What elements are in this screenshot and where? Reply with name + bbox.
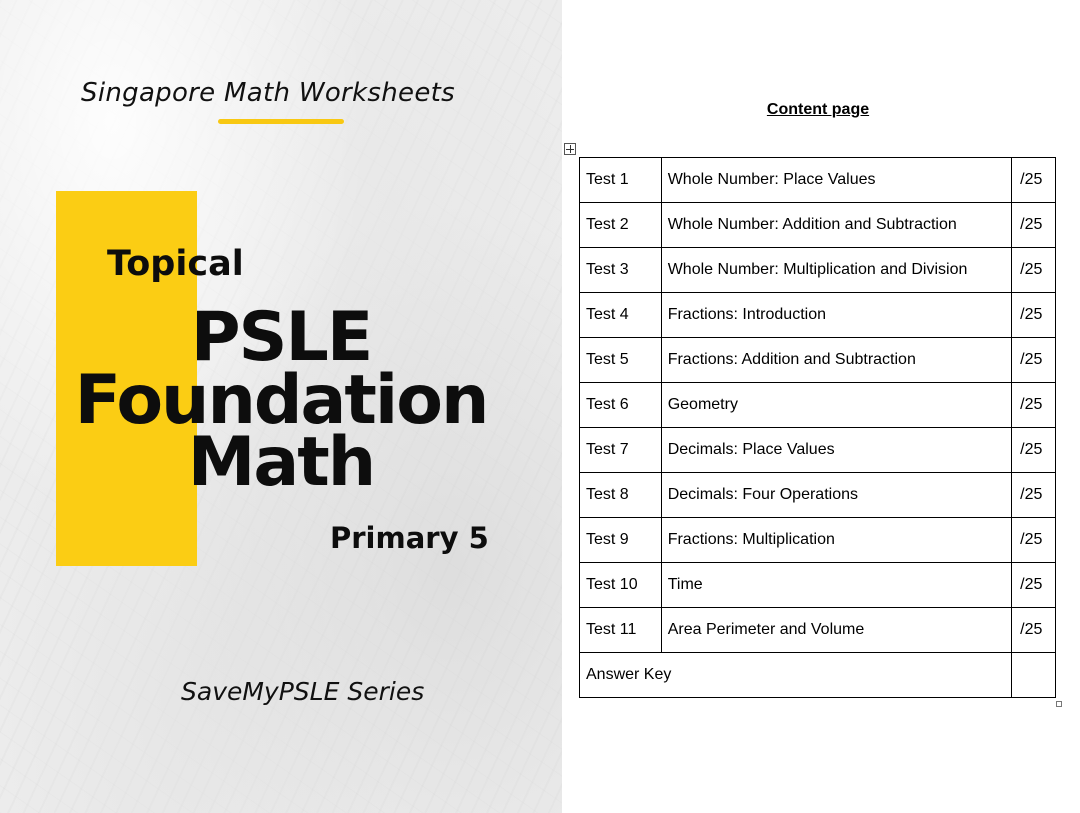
answer-key-cell: Answer Key	[580, 653, 1012, 698]
score-cell: /25	[1012, 293, 1056, 338]
table-row	[580, 473, 1056, 518]
test-number-cell: Test 1	[580, 158, 662, 203]
test-number-cell: Test 5	[580, 338, 662, 383]
topic-cell: Whole Number: Multiplication and Division	[661, 248, 1011, 293]
score-cell: /25	[1012, 428, 1056, 473]
topic-cell: Area Perimeter and Volume	[661, 608, 1011, 653]
answer-key-score-cell	[1012, 653, 1056, 698]
score-cell: /25	[1012, 203, 1056, 248]
topic-cell: Time	[661, 563, 1011, 608]
test-number-cell: Test 4	[580, 293, 662, 338]
table-row	[580, 248, 1056, 293]
contents-table	[579, 157, 1056, 698]
score-cell: /25	[1012, 158, 1056, 203]
table-row	[580, 203, 1056, 248]
table-row	[580, 383, 1056, 428]
table-row-answer-key	[580, 653, 1056, 698]
topic-cell: Decimals: Four Operations	[661, 473, 1011, 518]
cover-series-title: Singapore Math Worksheets	[81, 78, 455, 108]
topic-cell: Fractions: Multiplication	[661, 518, 1011, 563]
table-row	[580, 563, 1056, 608]
cover-title-line-1: PSLE	[190, 298, 372, 377]
score-cell: /25	[1012, 383, 1056, 428]
test-number-cell: Test 7	[580, 428, 662, 473]
table-move-handle-icon[interactable]	[564, 143, 576, 155]
score-cell: /25	[1012, 608, 1056, 653]
content-page-heading: Content page	[766, 101, 870, 118]
test-number-cell: Test 11	[580, 608, 662, 653]
cover-grade-label: Primary 5	[330, 521, 489, 555]
score-cell: /25	[1012, 563, 1056, 608]
score-cell: /25	[1012, 338, 1056, 383]
cover-title-line-3: Math	[187, 423, 375, 502]
score-cell: /25	[1012, 518, 1056, 563]
score-cell: /25	[1012, 248, 1056, 293]
topic-cell: Geometry	[661, 383, 1011, 428]
test-number-cell: Test 8	[580, 473, 662, 518]
table-row	[580, 338, 1056, 383]
test-number-cell: Test 3	[580, 248, 662, 293]
table-resize-handle[interactable]	[1056, 701, 1062, 707]
table-row	[580, 158, 1056, 203]
table-row	[580, 518, 1056, 563]
test-number-cell: Test 2	[580, 203, 662, 248]
table-row	[580, 428, 1056, 473]
cover-title-line-2: Foundation	[74, 361, 488, 440]
topic-cell: Whole Number: Addition and Subtraction	[661, 203, 1011, 248]
test-number-cell: Test 10	[580, 563, 662, 608]
topic-cell: Decimals: Place Values	[661, 428, 1011, 473]
test-number-cell: Test 9	[580, 518, 662, 563]
table-row	[580, 293, 1056, 338]
topic-cell: Fractions: Addition and Subtraction	[661, 338, 1011, 383]
cover-topical-label: Topical	[107, 244, 244, 284]
topic-cell: Fractions: Introduction	[661, 293, 1011, 338]
topic-cell: Whole Number: Place Values	[661, 158, 1011, 203]
table-row	[580, 608, 1056, 653]
cover-series-name: SaveMyPSLE Series	[181, 677, 425, 706]
test-number-cell: Test 6	[580, 383, 662, 428]
score-cell: /25	[1012, 473, 1056, 518]
cover-title-underline	[218, 119, 344, 124]
